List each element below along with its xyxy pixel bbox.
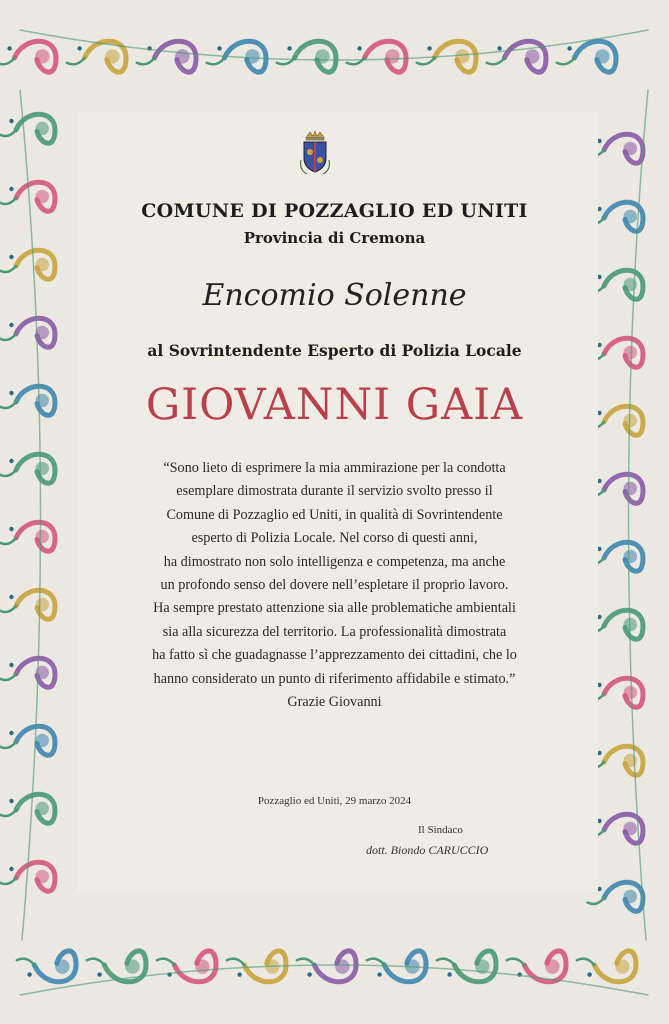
signer-name: dott. Biondo CARUCCIO (366, 843, 489, 857)
body-line: ha dimostrato non solo intelligenza e competenza, ma anche (163, 553, 506, 570)
body-line: Ha sempre prestato attenzione sia alle problematiche ambientali (153, 600, 516, 617)
body-line: hanno considerato un punto di riferimento affidabile e stimato.” (153, 670, 516, 687)
body-line: “Sono lieto di esprimere la mia ammirazione per la condotta (163, 460, 506, 476)
commendation-text (80, 457, 589, 714)
recipient-name: GIOVANNI GAIA (145, 380, 524, 430)
signer-role: Il Sindaco (418, 824, 463, 836)
province-subheading: Provincia di Cremona (243, 229, 426, 247)
body-line: esperto di Polizia Locale. Nel corso di questi anni, (191, 530, 478, 547)
body-line: esemplare dimostrata durante il servizio svolto presso il (176, 483, 493, 500)
closing-line: Grazie Giovanni (287, 694, 382, 711)
body-line: un profondo senso del dovere nell’espletare il proprio lavoro. (160, 577, 509, 594)
certificate-title: Encomio Solenne (202, 278, 467, 313)
coat-of-arms-icon (297, 130, 333, 178)
body-line: Comune di Pozzaglio ed Uniti, in qualità di Sovrintendente (166, 506, 503, 523)
place-date: Pozzaglio ed Uniti, 29 marzo 2024 (257, 795, 412, 807)
body-line: sia alla sicurezza del territorio. La professionalità dimostrata (162, 623, 507, 640)
body-line: ha fatto sì che guadagnasse l’apprezzamento dei cittadini, che lo (152, 647, 517, 664)
recipient-role: al Sovrintendente Esperto di Polizia Locale (147, 341, 522, 360)
municipality-heading: COMUNE DI POZZAGLIO ED UNITI (141, 200, 528, 222)
